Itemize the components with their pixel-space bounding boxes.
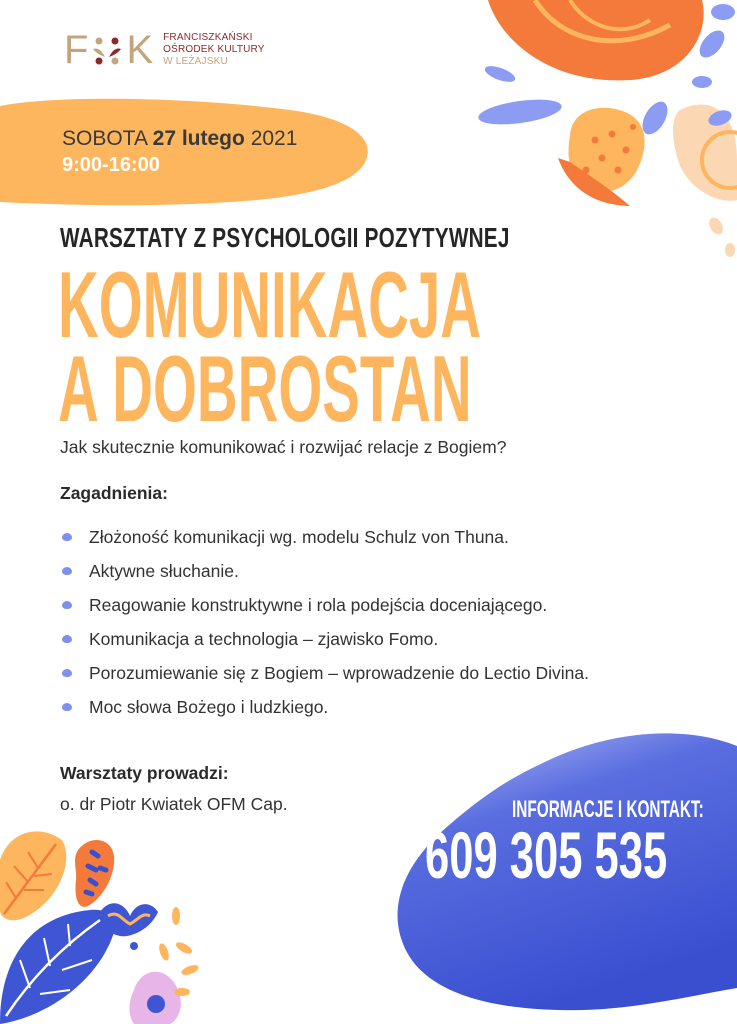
bullet-icon [62, 635, 72, 643]
contact-phone: 609 305 535 [425, 818, 668, 892]
topics-list [62, 520, 589, 724]
list-item [62, 622, 589, 656]
logo-figures-icon [90, 33, 124, 67]
date-banner-shape [0, 98, 372, 210]
bullet-icon [62, 703, 72, 711]
list-item [62, 520, 589, 554]
title-line-1: KOMUNIKACJA [58, 252, 482, 357]
list-item-text: Aktywne słuchanie. [89, 561, 239, 581]
list-item-text: Moc słowa Bożego i ludzkiego. [89, 697, 329, 717]
list-item-text: Komunikacja a technologia – zjawisko Fomo. [89, 629, 439, 649]
list-item-text: Złożoność komunikacji wg. modelu Schulz von Thuna. [89, 527, 509, 547]
contact-label: INFORMACJE I KONTAKT: [512, 796, 704, 823]
logo-line-2: OŚRODEK KULTURY [163, 44, 265, 55]
tagline-question: Jak skutecznie komunikować i rozwijać relacje z Bogiem? [60, 437, 507, 457]
leaf-decoration-icon [0, 820, 240, 1024]
list-item-text: Porozumiewanie się z Bogiem – wprowadzenie do Lectio Divina. [89, 663, 589, 683]
logo-letter-k: K [126, 28, 154, 72]
list-item [62, 554, 589, 588]
logo-text [163, 32, 265, 68]
list-item [62, 656, 589, 690]
lead-label: Warsztaty prowadzi: [60, 763, 229, 783]
bullet-icon [62, 533, 72, 541]
lead-name: o. dr Piotr Kwiatek OFM Cap. [60, 794, 288, 814]
event-date-bold: 27 lutego [152, 127, 245, 150]
event-year: 2021 [250, 127, 298, 150]
logo-mark [64, 30, 153, 70]
logo-line-3: W LEŻAJSKU [163, 56, 228, 67]
list-item [62, 690, 589, 724]
topics-label: Zagadnienia: [60, 483, 168, 503]
bullet-icon [62, 567, 72, 575]
event-day: SOBOTA [62, 127, 147, 150]
bullet-icon [62, 669, 72, 677]
list-item [62, 588, 589, 622]
bullet-icon [62, 601, 72, 609]
list-item-text: Reagowanie konstruktywne i rola podejścia doceniającego. [89, 595, 548, 615]
title-line-2: A DOBROSTAN [58, 336, 472, 441]
logo-line-1: FRANCISZKAŃSKI [163, 32, 253, 43]
logo [64, 30, 265, 70]
workshop-subtitle: WARSZTATY Z PSYCHOLOGII POZYTYWNEJ [60, 222, 510, 253]
logo-letter-f: F [64, 28, 89, 72]
event-time: 9:00-16:00 [62, 154, 160, 176]
event-date [62, 127, 297, 151]
